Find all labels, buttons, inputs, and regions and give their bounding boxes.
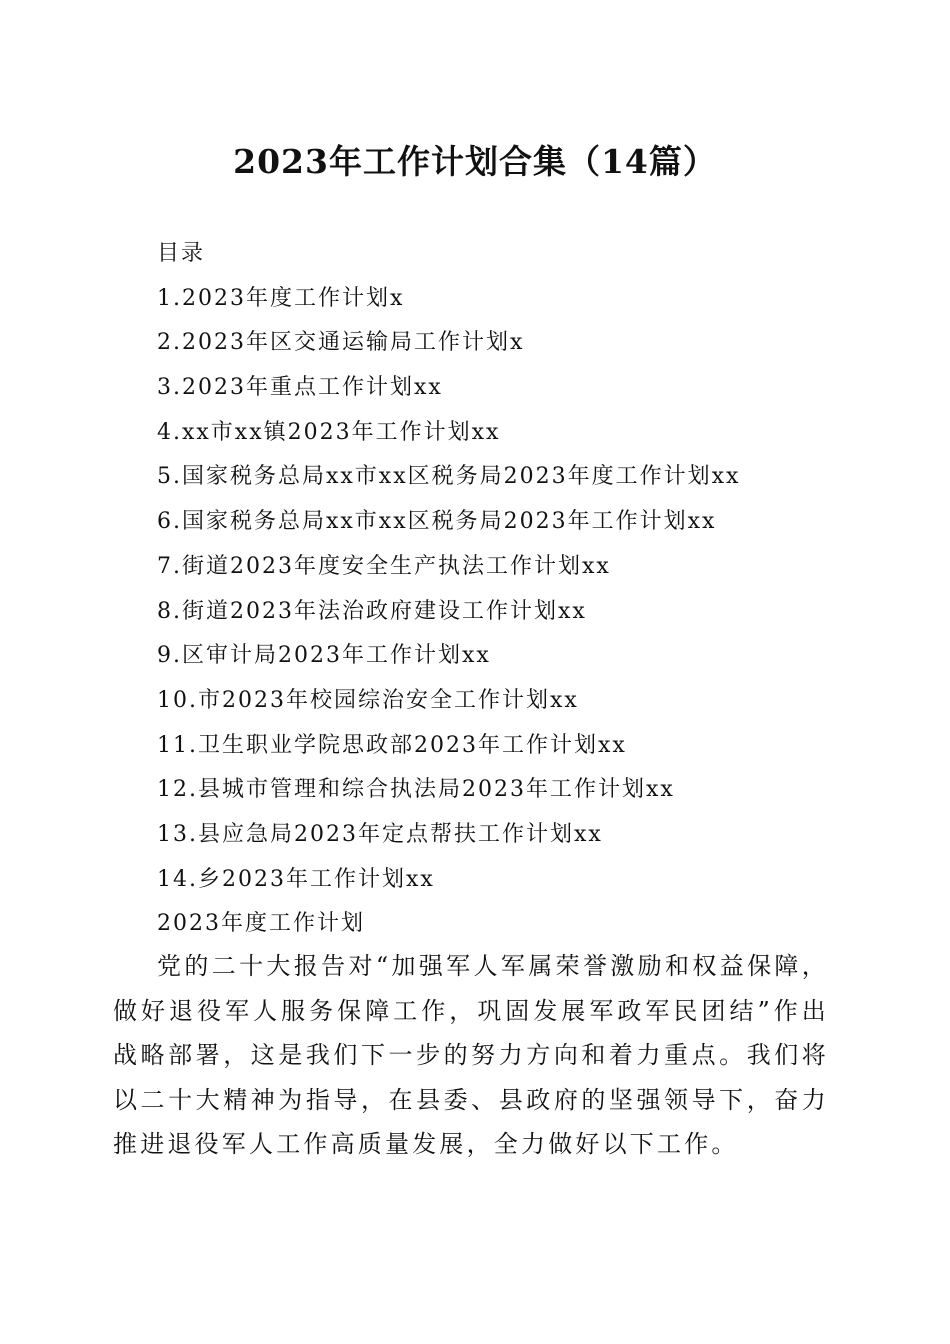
- body-paragraph: 党的二十大报告对“加强军人军属荣誉激励和权益保障，做好退役军人服务保障工作，巩固发展军政军民团结”作出战略部署，这是我们下一步的努力方向和着力重点。我们将以二十大精神为指导，在县委、县政府的坚强领导下，奋力推进退役军人工作高质量发展，全力做好以下工作。: [113, 952, 829, 1159]
- toc-item: 12.县城市管理和综合执法局2023年工作计划xx: [157, 777, 675, 803]
- toc-item: 6.国家税务总局xx市xx区税务局2023年工作计划xx: [157, 509, 717, 535]
- toc-item: 11.卫生职业学院思政部2023年工作计划xx: [157, 732, 627, 758]
- toc-item: 10.市2023年校园综治安全工作计划xx: [157, 687, 579, 713]
- toc-item: 2.2023年区交通运输局工作计划x: [157, 330, 525, 356]
- table-of-contents: [157, 232, 857, 947]
- toc-item: 13.县应急局2023年定点帮扶工作计划xx: [157, 821, 603, 847]
- toc-heading: 目录: [157, 241, 206, 266]
- toc-item: 5.国家税务总局xx市xx区税务局2023年度工作计划xx: [157, 464, 741, 490]
- section-title: 2023年度工作计划: [157, 911, 365, 937]
- toc-item: 14.乡2023年工作计划xx: [157, 866, 435, 892]
- document-title: 2023年工作计划合集（14篇）: [233, 142, 717, 181]
- toc-item: 4.xx市xx镇2023年工作计划xx: [157, 419, 501, 445]
- toc-item: 9.区审计局2023年工作计划xx: [157, 643, 491, 669]
- toc-item: 1.2023年度工作计划x: [157, 285, 405, 311]
- toc-item: 7.街道2023年度安全生产执法工作计划xx: [157, 553, 611, 579]
- toc-item: 3.2023年重点工作计划xx: [157, 375, 443, 401]
- toc-item: 8.街道2023年法治政府建设工作计划xx: [157, 598, 587, 624]
